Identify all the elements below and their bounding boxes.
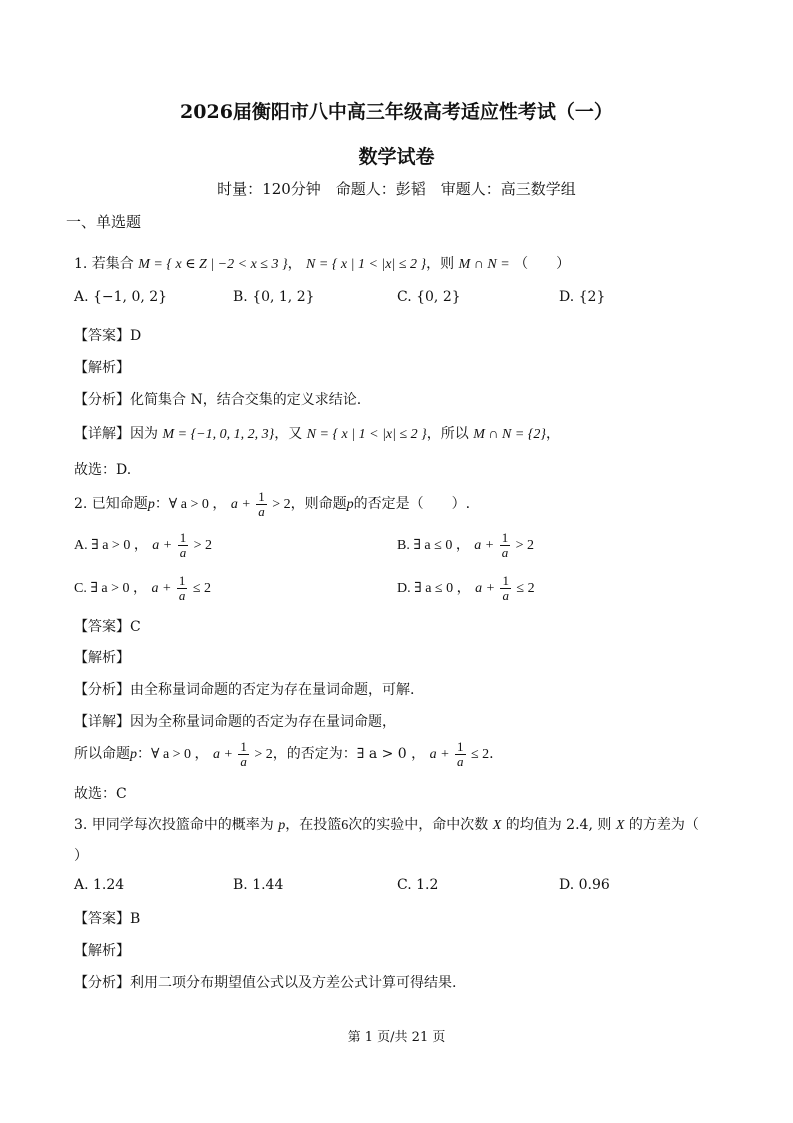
- q2-opt-d-expr: a +: [475, 581, 496, 597]
- q1-xiangjie-res: M ∩ N = {2}: [473, 427, 546, 442]
- q2-line-mid: ，的否定为：∃ a > 0 ，: [272, 746, 426, 763]
- q2-jiexi: 【解析】: [74, 650, 130, 666]
- q3-jiexi: 【解析】: [74, 943, 130, 959]
- q2-stem-colon: ：∀ a > 0 ，: [154, 497, 227, 513]
- q2-stem-prefix: 2. 已知命题: [74, 496, 148, 513]
- q2-line-p: p: [130, 747, 137, 763]
- q2-opt-a-num: 1: [179, 530, 187, 545]
- q1-set-m: M = { x ∈ Z | −2 < x ≤ 3 }: [138, 257, 288, 272]
- q2-opt-b-rel: > 2: [515, 538, 535, 554]
- q2-opt-d-num: 1: [502, 573, 509, 588]
- q2-option-a: [74, 531, 212, 559]
- q3-n: 6: [341, 818, 349, 833]
- q2-option-b: [397, 531, 534, 559]
- q1-xiangjie-mid2: ，所以: [426, 426, 469, 442]
- q2-opt-c-den: a: [178, 587, 186, 603]
- q2-line-frac: [238, 740, 249, 768]
- exam-meta: 时量：120分钟 命题人：彭韬 审题人：高三数学组: [217, 180, 576, 198]
- q2-conclusion: [74, 740, 494, 768]
- q1-sep: ，: [287, 256, 302, 272]
- q1-option-c: C. {0, 2}: [397, 289, 461, 305]
- q2-opt-a-frac: [178, 531, 189, 559]
- q3-answer: 【答案】B: [74, 911, 141, 927]
- q2-fraction: [256, 490, 267, 518]
- q1-xiangjie-end: ，: [545, 426, 560, 442]
- q2-opt-c-expr: a +: [151, 581, 172, 597]
- q3-option-a: A. 1.24: [74, 877, 125, 893]
- q2-opt-c-frac: [177, 574, 188, 602]
- q2-line-expr: a +: [213, 747, 233, 763]
- q1-expr: M ∩ N =: [458, 257, 510, 272]
- q3-stem: [74, 814, 699, 834]
- q1-option-b: B. {0, 1, 2}: [233, 289, 315, 305]
- q1-answer: 【答案】D: [74, 328, 142, 344]
- q1-xiangjie-prefix: 【详解】因为: [74, 426, 158, 442]
- q2-line-den2: a: [457, 753, 464, 769]
- q3-stem-a: 3. 甲同学每次投篮命中的概率为: [74, 817, 274, 833]
- q2-opt-a-pre: A. ∃ a > 0 ，: [74, 538, 148, 554]
- q1-paren: （ ）: [514, 256, 571, 272]
- page-footer: 第 1 页/共 21 页: [347, 1030, 446, 1045]
- q2-frac-den: a: [258, 503, 265, 519]
- q2-opt-d-frac: [500, 574, 511, 602]
- q2-xiangjie: 【详解】因为全称量词命题的否定为存在量词命题，: [74, 714, 396, 730]
- q2-stem-suffix2: 的否定是（ ）.: [353, 496, 471, 513]
- q2-line-gt: > 2: [254, 747, 273, 763]
- q3-stem-c: 次的实验中，命中次数: [348, 817, 489, 833]
- q1-xiangjie: [74, 423, 560, 443]
- q2-opt-c-pre: C. ∃ a > 0 ，: [74, 581, 148, 597]
- q2-opt-d-den: a: [502, 587, 509, 603]
- q2-line-den: a: [240, 753, 247, 769]
- q2-option-c: [74, 574, 211, 602]
- q2-opt-b-pre: B. ∃ a ≤ 0 ，: [397, 538, 470, 554]
- exam-title: 2026届衡阳市八中高三年级高考适应性考试（一）: [180, 101, 613, 123]
- q2-fenxi: 【分析】由全称量词命题的否定为存在量词命题，可解.: [74, 682, 415, 698]
- q2-line-prefix: 所以命题: [74, 746, 130, 763]
- q1-stem-prefix: 1. 若集合: [74, 256, 134, 272]
- q2-option-d: [397, 574, 535, 602]
- q2-frac-num: 1: [258, 489, 265, 504]
- q2-stem-suffix: ，则命题: [290, 496, 347, 513]
- q1-stem: [74, 253, 570, 273]
- q2-expr-a: a +: [230, 497, 251, 513]
- q3-option-c: C. 1.2: [397, 877, 439, 893]
- q3-option-d: D. 0.96: [559, 877, 610, 893]
- q2-opt-c-num: 1: [178, 573, 186, 588]
- q2-opt-d-pre: D. ∃ a ≤ 0 ，: [397, 581, 471, 597]
- q1-stem-suffix: ，则: [426, 256, 455, 272]
- q2-opt-b-num: 1: [501, 530, 509, 545]
- q1-option-a: A. {−1, 0, 2}: [74, 289, 168, 305]
- q1-guxuan: 故选：D.: [74, 462, 132, 478]
- q2-line-expr2: a +: [429, 747, 450, 763]
- q1-xiangjie-n: N = { x | 1 < |x| ≤ 2 }: [306, 427, 427, 442]
- q2-expr-gt2: > 2: [272, 497, 291, 513]
- q2-opt-a-rel: > 2: [193, 538, 213, 554]
- q2-guxuan: 故选：C: [74, 786, 127, 802]
- q2-opt-d-rel: ≤ 2: [516, 581, 535, 597]
- q3-stem-close: ）: [74, 848, 88, 864]
- q3-x: X: [492, 818, 502, 833]
- q3-p: p: [278, 818, 286, 833]
- q3-stem-b: ，在投篮: [285, 817, 342, 833]
- q2-opt-a-den: a: [179, 544, 187, 560]
- q1-option-d: D. {2}: [559, 289, 606, 305]
- q2-line-num2: 1: [457, 739, 464, 754]
- q3-x2: X: [615, 818, 625, 833]
- q2-opt-b-den: a: [501, 544, 509, 560]
- q1-xiangjie-mid: ，又: [274, 426, 303, 442]
- q3-option-b: B. 1.44: [233, 877, 284, 893]
- q1-set-n: N = { x | 1 < |x| ≤ 2 }: [306, 257, 427, 272]
- q2-line-colon: ：∀ a > 0 ，: [137, 747, 209, 763]
- q3-fenxi: 【分析】利用二项分布期望值公式以及方差公式计算可得结果.: [74, 975, 457, 991]
- q2-answer: 【答案】C: [74, 619, 141, 635]
- q2-opt-b-frac: [500, 531, 511, 559]
- q2-p2: p: [346, 497, 354, 513]
- q2-line-end: .: [489, 746, 494, 763]
- q2-line-le: ≤ 2: [470, 747, 490, 763]
- q2-opt-a-expr: a +: [152, 538, 173, 554]
- q2-line-frac2: [455, 740, 466, 768]
- q1-xiangjie-m: M = {−1, 0, 1, 2, 3}: [162, 427, 275, 442]
- q2-line-num: 1: [240, 739, 247, 754]
- q2-p: p: [147, 497, 155, 513]
- q3-stem-e: 的方差为（: [628, 817, 699, 833]
- q3-stem-d: 的均值为 2.4, 则: [505, 817, 612, 833]
- q2-opt-c-rel: ≤ 2: [192, 581, 212, 597]
- exam-subtitle: 数学试卷: [358, 146, 435, 168]
- section-heading: 一、单选题: [66, 213, 142, 231]
- q1-fenxi: 【分析】化简集合 N，结合交集的定义求结论.: [74, 392, 362, 408]
- q2-stem: [74, 490, 470, 518]
- q2-opt-b-expr: a +: [474, 538, 495, 554]
- q1-jiexi: 【解析】: [74, 360, 130, 376]
